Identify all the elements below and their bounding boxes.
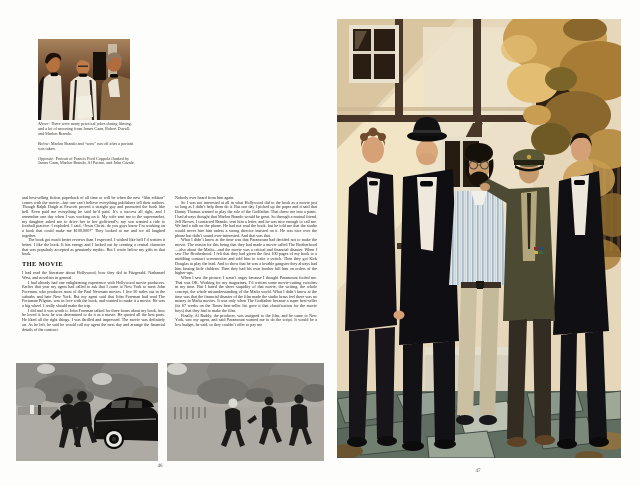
right-page: [330, 0, 640, 486]
paragraph: Nobody ever heard from him again.: [175, 196, 235, 200]
caption-above: [38, 122, 135, 137]
paragraph: I did and it was worth it. John Foreman talked for three hours about my book, how he loved it, how he was determined to do it as a movie. He quoted all the best parts. He liked all the right things. I was thrilled and impressed. The movie was definitely on. As he left, he said he would call my agent the next day and arrange the financial details of the contract.: [22, 307, 165, 332]
backstage-photo-illustration: [38, 39, 130, 120]
bw-photo-2-illustration: [167, 363, 324, 461]
paragraph: So I was not interested at all in what Hollywood did to the book as a movie just so long as I didn’t help them do it. But one day I picked up the paper and it said that Danny Thomas wanted to play the role of the Godfather. That threw me into a panic. I had always thought that Marlon Brando would be great. So through a mutual friend, Jeff Brown, I contacted Brando, sent him a letter, and he was nice enough to call me. We had a talk on the phone. He had not read the book, but he told me that the studio would never hire him unless a strong director insisted on it. He was nice over the phone but didn’t sound over-interested. And that was that.: [175, 199, 317, 238]
caption-opposite-label: Opposite:: [38, 155, 55, 161]
paragraph: Finally, Al Ruddy, the producer, was assigned to the film, and he came to New York, saw my agent, and said Paramount wanted me to do the script. It would be a low budget, he said, so they couldn’t offer to pay me: [175, 312, 317, 327]
cast-portrait-illustration: [337, 19, 621, 458]
hand-on-arm: [394, 311, 405, 320]
paragraph: I had already had one enlightening experience with Hollywood movie producers. Earlier that year my agent had called to ask that I come to New York to meet John Foreman, who produces most of the Paul Newman movies. I live 50 miles out in the suburbs and hate New York. But my agent said that John Foreman had read The Fortunate Pilgrim, was in love with the book, and wanted to make it a movie. He was a big wheel. I really should make the trip.: [22, 279, 165, 309]
body-column-right: [175, 196, 317, 359]
caption-above-text: There were many practical jokes during filming, and a lot of mooning from James Caan, Robert Duvall, and Marlon Brando.: [38, 121, 132, 136]
caption-below: [38, 142, 135, 152]
body-column-left: [22, 196, 165, 359]
paragraph: What I didn’t know at the time was that Paramount had decided not to make the movie. The reason for this being that they had made a movie called The Brotherhood—also about the Mafia—and the movie was a critical and financial disaster. When I saw The Brotherhood, I felt that they had given the first 100 pages of my book to a middling contract screenwriter and told him to write a switch. Then they got Kirk Douglas to play the lead. And to show that he was a lovable gangster they always had him kissing little children. Then they had his own brother kill him on orders of the higher-ups.: [175, 237, 317, 276]
photo-backstage-tuxedos: [38, 39, 130, 120]
white-card: [76, 95, 93, 119]
photo-bw-scuffle-car: [16, 363, 158, 461]
bw-photo-1-illustration: [16, 363, 158, 461]
window-upper-left: [349, 25, 399, 83]
caption-opposite-text: Portrait of Francis Ford Coppola flanked by James Caan, Marlon Brando, Al Pacino, and John Cazale.: [38, 155, 135, 166]
caption-above-label: Above:: [38, 121, 50, 126]
photo-bw-men-running: [167, 363, 324, 461]
caption-below-label: Below:: [38, 140, 50, 146]
paragraph: When I saw the picture, I wasn’t angry because I thought Paramount fooled me. That was OK. Working for my magazines, I’d written some movie-cutting switches in my time. But I hated the sheer stupidity of that movie, the writing, the whole concept, the whole misunderstanding of the Mafia world. What I didn’t know at the time was that the financial disaster of the film made the studio brass feel there was no money in Mafia movies. It was only when The Godfather became a super best-seller (its 67 weeks on the Times best-seller list gave it that classification for the movie boys) that they had to make the film.: [175, 274, 317, 313]
caption-block: [38, 122, 135, 171]
cap-emblem: [527, 155, 531, 159]
speaker-equipment: [93, 52, 106, 80]
hand-on-shoulder: [480, 183, 490, 191]
page-number-right: 47: [475, 469, 481, 474]
caption-below-text: Marlon Brando and “sons” run off after a portrait was taken.: [38, 140, 134, 151]
background-figure: [38, 405, 41, 415]
background-figure: [30, 405, 34, 414]
paragraph: The book got much better reviews than I expected. I wished like hell I’d written it better. I like the book. It has energy and I lucked out by creating a central character that was popularly accepted as genuinely mythic. But I wrote below my gifts in that book.: [22, 237, 165, 257]
page-number-left: 46: [157, 464, 163, 469]
section-heading-the-movie: THE MOVIE: [22, 261, 64, 269]
photo-cast-portrait: [337, 19, 621, 458]
paragraph: I had read the literature about Hollywood; how they did in Fitzgerald, Nathanael West, and novelists in general.: [22, 270, 165, 280]
paragraph: and best-selling fiction paperback of all time or will be when the new “film edition” comes with the movie—but one can’t believe everything publishers tell their authors. Though Ralph Daigh at Fawcett proved a straight guy and promoted the book like hell. Even paid me everything he said he’d paid. It’s a success all right, and I remember one day when I was working on it. My wife sent me to the supermarket, my daughter asked me to drive her to her girlfriend’s; my son wanted a ride to football practice. I exploded. I said, “Jesus Christ, do you guys know I’m working on a book that could make me $100,000?” They looked at me and we all laughed together.: [22, 196, 165, 238]
caption-opposite: [38, 157, 135, 167]
